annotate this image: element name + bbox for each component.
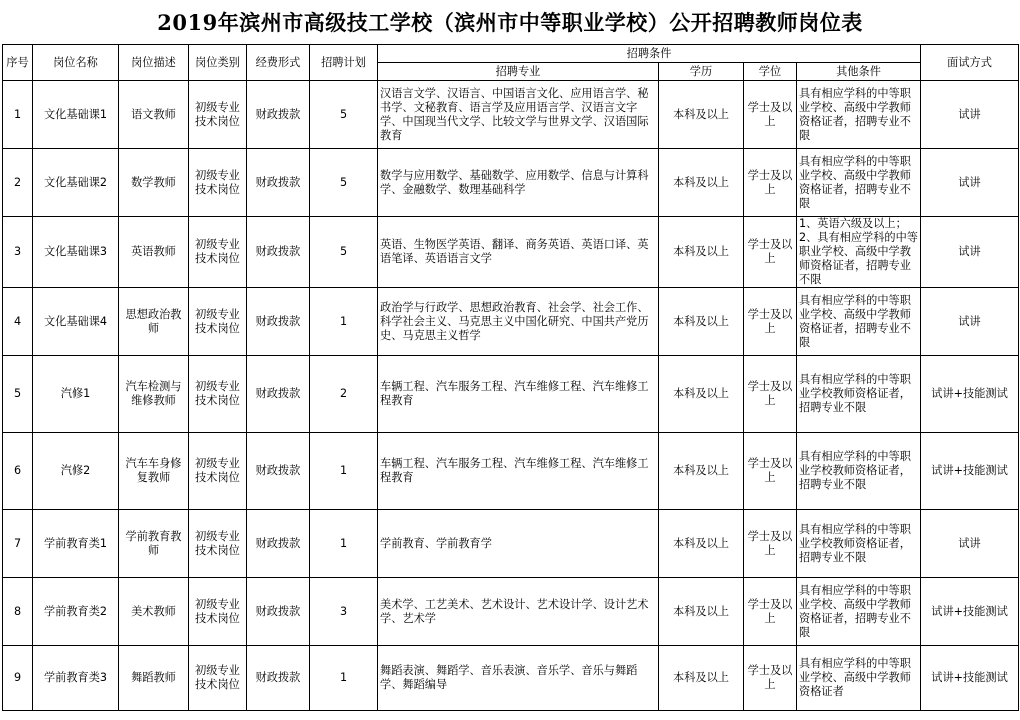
cell-funding: 财政拨款: [247, 433, 310, 510]
page-title: 2019年滨州市高级技工学校（滨州市中等职业学校）公开招聘教师岗位表: [157, 10, 863, 35]
header-interview: 面试方式: [921, 45, 1019, 81]
cell-funding: 财政拨款: [247, 578, 310, 646]
cell-funding: 财政拨款: [247, 217, 310, 288]
table-row: [3, 288, 1019, 356]
table-row: [3, 356, 1019, 433]
cell-post-type: 初级专业技术岗位: [189, 510, 247, 578]
cell-other: 具有相应学科的中等职业学校教师资格证者，招聘专业不限: [797, 433, 921, 510]
cell-plan: 1: [310, 433, 378, 510]
cell-plan: 5: [310, 149, 378, 217]
cell-post-type: 初级专业技术岗位: [189, 578, 247, 646]
cell-post-desc: 数学教师: [119, 149, 189, 217]
cell-plan: 1: [310, 510, 378, 578]
table-row: [3, 510, 1019, 578]
cell-seq: 9: [3, 646, 33, 711]
cell-interview: 试讲+技能测试: [921, 433, 1019, 510]
cell-funding: 财政拨款: [247, 288, 310, 356]
cell-other: 1、英语六级及以上；2、具有相应学科的中等职业学校、高级中学教师资格证者，招聘专业不限: [797, 217, 921, 288]
cell-post-name: 学前教育类2: [33, 578, 119, 646]
cell-plan: 1: [310, 288, 378, 356]
cell-interview: 试讲+技能测试: [921, 356, 1019, 433]
cell-post-name: 文化基础课4: [33, 288, 119, 356]
cell-degree: 学士及以上: [744, 288, 797, 356]
table-row: [3, 81, 1019, 149]
cell-seq: 1: [3, 81, 33, 149]
cell-interview: 试讲: [921, 149, 1019, 217]
cell-post-desc: 美术教师: [119, 578, 189, 646]
table-row: [3, 149, 1019, 217]
cell-post-name: 文化基础课3: [33, 217, 119, 288]
cell-post-name: 文化基础课1: [33, 81, 119, 149]
cell-post-type: 初级专业技术岗位: [189, 356, 247, 433]
cell-plan: 3: [310, 578, 378, 646]
cell-post-name: 汽修1: [33, 356, 119, 433]
cell-education: 本科及以上: [659, 356, 744, 433]
cell-major: 学前教育、学前教育学: [378, 510, 659, 578]
cell-major: 车辆工程、汽车服务工程、汽车维修工程、汽车维修工程教育: [378, 433, 659, 510]
cell-plan: 1: [310, 646, 378, 711]
cell-education: 本科及以上: [659, 217, 744, 288]
cell-degree: 学士及以上: [744, 149, 797, 217]
header-post-desc: 岗位描述: [119, 45, 189, 81]
cell-degree: 学士及以上: [744, 646, 797, 711]
cell-education: 本科及以上: [659, 646, 744, 711]
cell-seq: 2: [3, 149, 33, 217]
header-conditions: 招聘条件: [378, 45, 921, 63]
cell-interview: 试讲+技能测试: [921, 646, 1019, 711]
cell-degree: 学士及以上: [744, 510, 797, 578]
cell-funding: 财政拨款: [247, 356, 310, 433]
cell-major: 英语、生物医学英语、翻译、商务英语、英语口译、英语笔译、英语语言文学: [378, 217, 659, 288]
cell-major: 舞蹈表演、舞蹈学、音乐表演、音乐学、音乐与舞蹈学、舞蹈编导: [378, 646, 659, 711]
header-funding: 经费形式: [247, 45, 310, 81]
cell-post-type: 初级专业技术岗位: [189, 646, 247, 711]
recruitment-table: [2, 44, 1019, 711]
header-other: 其他条件: [797, 63, 921, 81]
table-row: [3, 217, 1019, 288]
cell-funding: 财政拨款: [247, 510, 310, 578]
cell-funding: 财政拨款: [247, 81, 310, 149]
cell-other: 具有相应学科的中等职业学校教师资格证者，招聘专业不限: [797, 510, 921, 578]
cell-interview: 试讲: [921, 510, 1019, 578]
cell-post-desc: 语文教师: [119, 81, 189, 149]
cell-post-type: 初级专业技术岗位: [189, 217, 247, 288]
cell-post-desc: 舞蹈教师: [119, 646, 189, 711]
cell-interview: 试讲: [921, 288, 1019, 356]
cell-interview: 试讲: [921, 217, 1019, 288]
header-degree: 学位: [744, 63, 797, 81]
cell-seq: 5: [3, 356, 33, 433]
cell-degree: 学士及以上: [744, 217, 797, 288]
cell-post-desc: 思想政治教师: [119, 288, 189, 356]
cell-education: 本科及以上: [659, 578, 744, 646]
header-post-name: 岗位名称: [33, 45, 119, 81]
cell-other: 具有相应学科的中等职业学校、高级中学教师资格证者，招聘专业不限: [797, 81, 921, 149]
cell-seq: 6: [3, 433, 33, 510]
cell-post-type: 初级专业技术岗位: [189, 149, 247, 217]
cell-plan: 5: [310, 81, 378, 149]
cell-education: 本科及以上: [659, 433, 744, 510]
cell-other: 具有相应学科的中等职业学校、高级中学教师资格证者，招聘专业不限: [797, 578, 921, 646]
cell-interview: 试讲: [921, 81, 1019, 149]
cell-post-type: 初级专业技术岗位: [189, 288, 247, 356]
cell-other: 具有相应学科的中等职业学校、高级中学教师资格证者，招聘专业不限: [797, 149, 921, 217]
cell-education: 本科及以上: [659, 81, 744, 149]
cell-plan: 5: [310, 217, 378, 288]
cell-degree: 学士及以上: [744, 578, 797, 646]
cell-seq: 4: [3, 288, 33, 356]
header-seq: 序号: [3, 45, 33, 81]
cell-other: 具有相应学科的中等职业学校、高级中学教师资格证者，招聘专业不限: [797, 288, 921, 356]
cell-seq: 3: [3, 217, 33, 288]
cell-seq: 7: [3, 510, 33, 578]
cell-major: 车辆工程、汽车服务工程、汽车维修工程、汽车维修工程教育: [378, 356, 659, 433]
table-row: [3, 646, 1019, 711]
cell-other: 具有相应学科的中等职业学校、高级中学教师资格证者: [797, 646, 921, 711]
cell-major: 汉语言文学、汉语言、中国语言文化、应用语言学、秘书学、文秘教育、语言学及应用语言学、汉语言文字学、中国现当代文学、比较文学与世界文学、汉语国际教育: [378, 81, 659, 149]
header-major: 招聘专业: [378, 63, 659, 81]
cell-degree: 学士及以上: [744, 433, 797, 510]
cell-other: 具有相应学科的中等职业学校教师资格证者，招聘专业不限: [797, 356, 921, 433]
table-row: [3, 433, 1019, 510]
table-row: [3, 578, 1019, 646]
cell-degree: 学士及以上: [744, 81, 797, 149]
header-post-type: 岗位类别: [189, 45, 247, 81]
cell-funding: 财政拨款: [247, 646, 310, 711]
cell-education: 本科及以上: [659, 510, 744, 578]
cell-major: 美术学、工艺美术、艺术设计、艺术设计学、设计艺术学、艺术学: [378, 578, 659, 646]
cell-education: 本科及以上: [659, 149, 744, 217]
cell-post-name: 汽修2: [33, 433, 119, 510]
cell-plan: 2: [310, 356, 378, 433]
cell-degree: 学士及以上: [744, 356, 797, 433]
cell-post-desc: 汽车检测与维修教师: [119, 356, 189, 433]
cell-post-name: 学前教育类1: [33, 510, 119, 578]
cell-major: 数学与应用数学、基础数学、应用数学、信息与计算科学、金融数学、数理基础科学: [378, 149, 659, 217]
cell-post-type: 初级专业技术岗位: [189, 433, 247, 510]
cell-post-name: 学前教育类3: [33, 646, 119, 711]
cell-major: 政治学与行政学、思想政治教育、社会学、社会工作、科学社会主义、马克思主义中国化研究、中国共产党历史、马克思主义哲学: [378, 288, 659, 356]
cell-education: 本科及以上: [659, 288, 744, 356]
cell-funding: 财政拨款: [247, 149, 310, 217]
cell-post-name: 文化基础课2: [33, 149, 119, 217]
cell-post-desc: 英语教师: [119, 217, 189, 288]
cell-post-desc: 学前教育教师: [119, 510, 189, 578]
header-plan: 招聘计划: [310, 45, 378, 81]
cell-seq: 8: [3, 578, 33, 646]
cell-interview: 试讲+技能测试: [921, 578, 1019, 646]
header-education: 学历: [659, 63, 744, 81]
cell-post-desc: 汽车车身修复教师: [119, 433, 189, 510]
cell-post-type: 初级专业技术岗位: [189, 81, 247, 149]
